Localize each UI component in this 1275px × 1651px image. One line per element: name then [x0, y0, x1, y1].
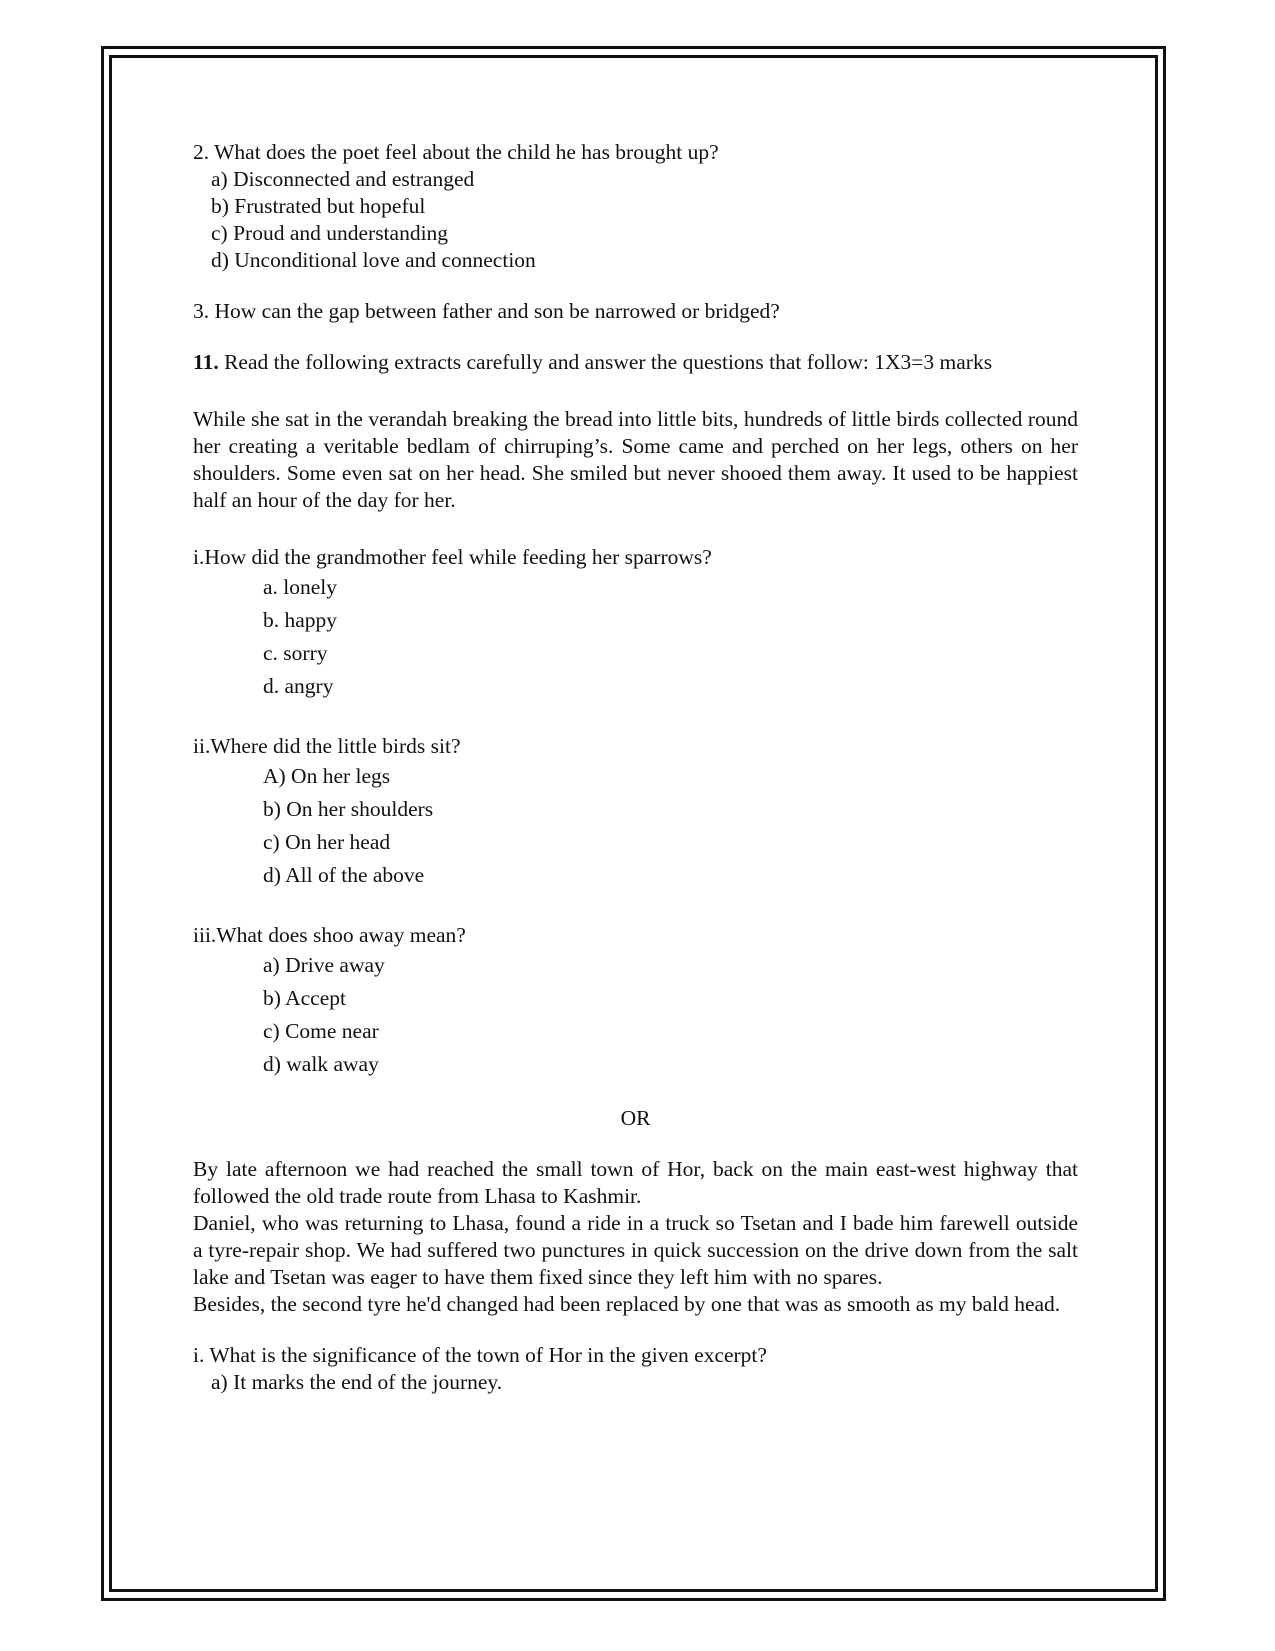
question-2: 2. What does the poet feel about the child he has brought up?	[193, 140, 719, 164]
question-3: 3. How can the gap between father and son be narrowed or bridged?	[193, 299, 780, 323]
question-11-number: 11.	[193, 350, 219, 374]
option-item: d) All of the above	[263, 863, 425, 887]
extract-1-question-iii	[193, 922, 1078, 1081]
passage-paragraph: By late afternoon we had reached the small town of Hor, back on the main east-west highway that followed the old trade route from Lhasa to Kashmir.	[193, 1157, 1078, 1208]
option-item: b) Frustrated but hopeful	[211, 194, 426, 218]
option-item: b. happy	[263, 608, 338, 632]
option-item: A) On her legs	[263, 764, 391, 788]
extract-1-question-ii	[193, 733, 1078, 892]
question-text: iii.What does shoo away mean?	[193, 923, 466, 947]
passage-paragraph: Daniel, who was returning to Lhasa, found a ride in a truck so Tsetan and I bade him farewell outside a tyre-repair shop. We had suffered two punctures in quick succession on the drive down from the salt lake and Tsetan was eager to have them fixed since they left him with no spares.	[193, 1211, 1078, 1289]
option-item: a. lonely	[263, 575, 338, 599]
extract-1-question-i	[193, 544, 1078, 703]
option-item: c. sorry	[263, 641, 328, 665]
option-item: c) Proud and understanding	[211, 221, 449, 245]
option-item: a) Disconnected and estranged	[211, 167, 475, 191]
option-item: b) Accept	[263, 986, 346, 1010]
option-item: d. angry	[263, 674, 334, 698]
question-2-block	[193, 139, 1078, 274]
question-text: ii.Where did the little birds sit?	[193, 734, 461, 758]
option-item: c) On her head	[263, 830, 391, 854]
option-item: b) On her shoulders	[263, 797, 434, 821]
extract-1-passage: While she sat in the verandah breaking the bread into little bits, hundreds of little birds collected round her creating a veritable bedlam of chirruping’s. Some came and perched on her legs, others on her shoulders. Some even sat on her head. She smiled but never shooed them away. It used to be happiest half an hour of the day for her.	[193, 407, 1078, 512]
question-11-heading	[193, 349, 1078, 376]
question-text: i. What is the significance of the town of Hor in the given excerpt?	[193, 1343, 767, 1367]
question-text: i.How did the grandmother feel while feeding her sparrows?	[193, 545, 712, 569]
option-item: a) It marks the end of the journey.	[211, 1370, 503, 1394]
or-separator: OR	[620, 1106, 651, 1130]
option-item: d) Unconditional love and connection	[211, 248, 536, 272]
extract-2-question-i	[193, 1342, 1078, 1396]
question-11-instruction: Read the following extracts carefully and answer the questions that follow: 1X3=3 marks	[224, 350, 993, 374]
passage-paragraph: Besides, the second tyre he'd changed had been replaced by one that was as smooth as my bald head.	[193, 1292, 1061, 1316]
option-item: d) walk away	[263, 1052, 379, 1076]
option-item: c) Come near	[263, 1019, 379, 1043]
option-item: a) Drive away	[263, 953, 385, 977]
page-content	[193, 139, 1078, 1396]
extract-2-passage	[193, 1156, 1078, 1318]
